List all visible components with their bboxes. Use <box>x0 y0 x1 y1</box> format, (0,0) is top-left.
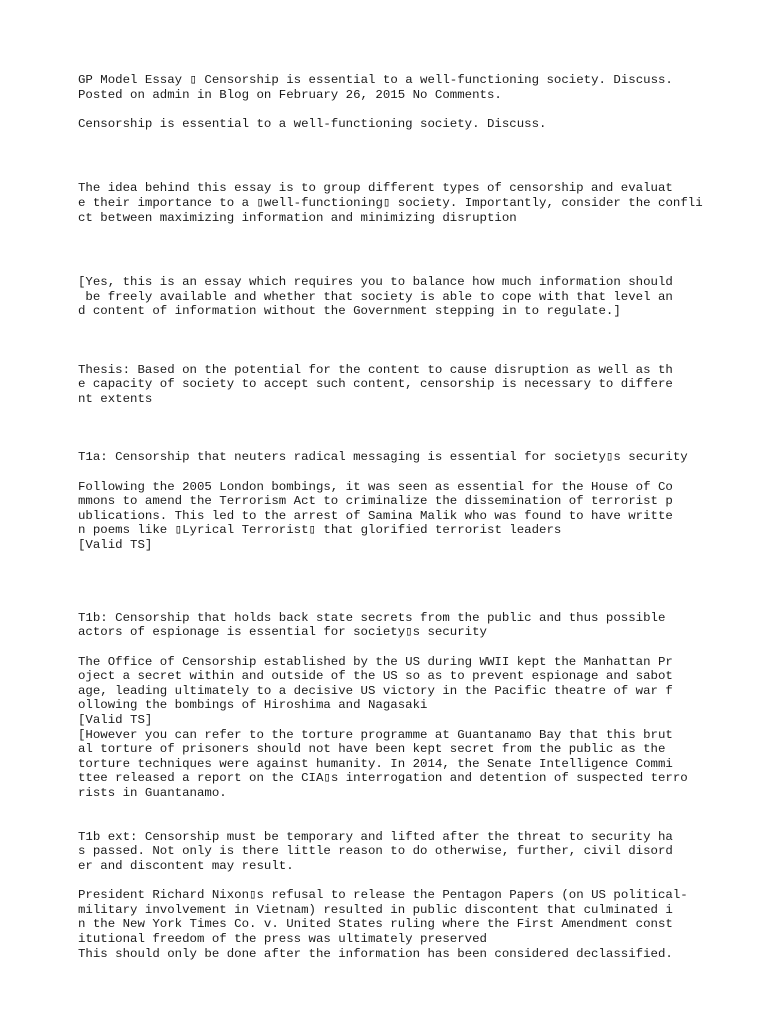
t1b-body-line: al torture of prisoners should not have been kept secret from the public as the <box>78 742 666 757</box>
t1b-ext-body-line: President Richard Nixon▯s refusal to release the Pentagon Papers (on US political- <box>78 888 688 903</box>
t1b-ext-heading: T1b ext: Censorship must be temporary and lifted after the threat to security ha <box>78 829 673 844</box>
thesis-paragraph <box>78 363 738 407</box>
t1b-ext-heading: er and discontent may result. <box>78 858 294 873</box>
note-line: d content of information without the Government stepping in to regulate.] <box>78 304 621 319</box>
note-paragraph <box>78 275 738 319</box>
t1b-heading: T1b: Censorship that holds back state secrets from the public and thus possible <box>78 610 666 625</box>
intro-line: e their importance to a ▯well-functioning▯ society. Importantly, consider the confli <box>78 195 703 210</box>
t1a-body-line: mmons to amend the Terrorism Act to criminalize the dissemination of terrorist p <box>78 494 673 509</box>
t1b-ext-heading: s passed. Not only is there little reason to do otherwise, further, civil disord <box>78 844 673 859</box>
t1b-body-line: The Office of Censorship established by the US during WWII kept the Manhattan Pr <box>78 654 673 669</box>
t1b-body-line: torture techniques were against humanity. In 2014, the Senate Intelligence Commi <box>78 756 673 771</box>
document-page <box>78 73 738 961</box>
t1b-ext-body-line: military involvement in Vietnam) resulted in public discontent that culminated i <box>78 902 673 917</box>
essay-title: GP Model Essay ▯ Censorship is essential to a well-functioning society. Discuss. <box>78 73 673 87</box>
post-header <box>78 73 738 102</box>
t1b-ext-body-line: itutional freedom of the press was ultimately preserved <box>78 931 487 946</box>
t1b-valid-ts: [Valid TS] <box>78 713 153 728</box>
t1b-body-line: [However you can refer to the torture programme at Guantanamo Bay that this brut <box>78 727 673 742</box>
t1a-valid-ts: [Valid TS] <box>78 537 153 552</box>
thesis-line: e capacity of society to accept such content, censorship is necessary to differe <box>78 377 673 392</box>
t1b-heading: actors of espionage is essential for society▯s security <box>78 625 487 640</box>
t1a-body-line: ublications. This led to the arrest of Samina Malik who was found to have writte <box>78 508 673 523</box>
t1a-heading: T1a: Censorship that neuters radical messaging is essential for society▯s security <box>78 450 688 465</box>
thesis-line: Thesis: Based on the potential for the content to cause disruption as well as th <box>78 362 673 377</box>
t1a-body-line: n poems like ▯Lyrical Terrorist▯ that glorified terrorist leaders <box>78 523 562 538</box>
t1a-body-line: Following the 2005 London bombings, it was seen as essential for the House of Co <box>78 479 673 494</box>
t1b-body-line: ollowing the bombings of Hiroshima and Nagasaki <box>78 698 428 713</box>
t1a-section <box>78 450 738 552</box>
intro-line: The idea behind this essay is to group different types of censorship and evaluat <box>78 181 673 196</box>
intro-line: ct between maximizing information and minimizing disruption <box>78 210 517 225</box>
t1b-ext-body-line: n the New York Times Co. v. United States ruling where the First Amendment const <box>78 917 673 932</box>
t1b-section <box>78 611 738 801</box>
t1b-ext-section <box>78 830 738 961</box>
note-line: [Yes, this is an essay which requires you to balance how much information should <box>78 275 673 290</box>
t1b-body-line: ttee released a report on the CIA▯s interrogation and detention of suspected terro <box>78 771 688 786</box>
thesis-line: nt extents <box>78 391 153 406</box>
t1b-ext-body-line: This should only be done after the information has been considered declassified. <box>78 946 673 961</box>
post-meta: Posted on admin in Blog on February 26, 2015 No Comments. <box>78 87 502 102</box>
t1b-body-line: rists in Guantanamo. <box>78 785 227 800</box>
essay-question: Censorship is essential to a well-functioning society. Discuss. <box>78 116 547 131</box>
note-line: be freely available and whether that society is able to cope with that level an <box>78 289 673 304</box>
t1b-body-line: oject a secret within and outside of the US so as to prevent espionage and sabot <box>78 669 673 684</box>
t1b-body-line: age, leading ultimately to a decisive US victory in the Pacific theatre of war f <box>78 683 673 698</box>
intro-paragraph <box>78 181 738 225</box>
